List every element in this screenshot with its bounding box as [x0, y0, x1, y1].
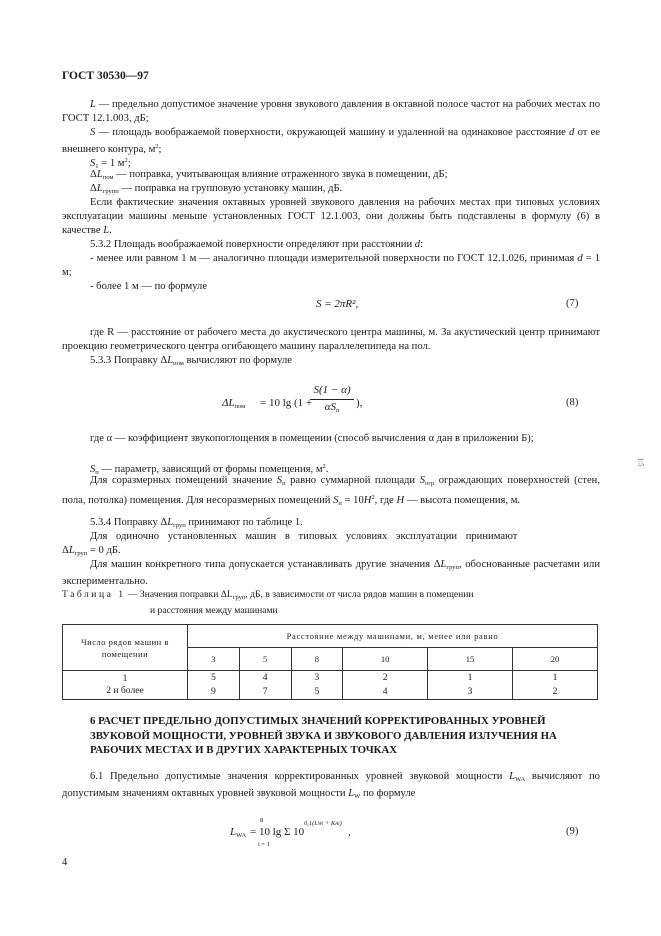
paragraph-more-1m: - более 1 м — по формуле [90, 281, 208, 292]
table-distance-cell: 8 [291, 648, 343, 671]
page-number: 4 [62, 857, 68, 868]
paragraph-single-machine-value: $\Delta L_{груп} = 0$ дБ. [62, 545, 121, 557]
equation-7-number: (7) [566, 298, 579, 309]
paragraph-r-definition: где R — расстояние от рабочего места до акустического центра машины, м. За акустический центр принимают проекцию геометрического центра огибающего машину параллелепипеда на пол. [62, 327, 600, 352]
table-distance-cell: 20 [512, 648, 597, 671]
equation-9: $L_{WA}$ = 10 lg Σ 10 8 i = 1 0,1(LWi + KAi) , [230, 817, 351, 848]
paragraph-room-types: Для соразмерных помещений значение $S_п$ равно суммарной площади $S_{огр}$ ограждающих поверхностей (стен, пола, потолка) помещения. Для несоразмерных помещений $S_п = 10H^2$, где H — высота помещения, м. [62, 475, 600, 507]
table-row: 2 и более 9 7 5 4 3 2 [63, 685, 598, 700]
equation-7: S = 2πR², [316, 298, 359, 310]
table-distance-cell: 10 [343, 648, 428, 671]
margin-note: 1:5 [636, 457, 645, 467]
paragraph-s-definition: S — площадь воображаемой поверхности, окружающей машину и удаленной на одинаковое расстояние d от ее внешнего контура, $м^2$; [62, 127, 600, 155]
paragraph-s1: $S_1 = 1$ $м^2$; [90, 157, 131, 170]
paragraph-5-3-3: 5.3.3 Поправку $\Delta L_{пом}$ вычисляют по формуле [90, 355, 292, 367]
paragraph-l-definition: L — предельно допустимое значение уровня звукового давления в октавной полосе частот на рабочих местах по ГОСТ 12.1.003, дБ; [62, 99, 600, 124]
paragraph-specific-machines: Для машин конкретного типа допускается устанавливать другие значения $\Delta L_{груп}$, обоснованные расчетами или экспериментально. [62, 559, 600, 587]
paragraph-sp-definition: $S_п$ — параметр, зависящий от формы помещения, $м^2$. [90, 463, 329, 476]
table-row: 1 5 4 3 2 1 1 [63, 671, 598, 686]
paragraph-single-machine: Для одиночно установленных машин в типовых условиях эксплуатации принимают [90, 531, 518, 542]
table-distance-cell: 15 [428, 648, 513, 671]
paragraph-less-1m: - менее или равном 1 м — аналогично площади измерительной поверхности по ГОСТ 12.1.026, принимая d = 1 м; [62, 253, 600, 278]
table-distance-cell: 5 [239, 648, 291, 671]
paragraph-5-3-4: 5.3.4 Поправку $\Delta L_{груп}$ принимают по таблице 1. [90, 517, 303, 529]
paragraph-delta-l-grup: $\Delta L_{групп}$ — поправка на групповую установку машин, дБ. [90, 183, 343, 195]
paragraph-actual-values: Если фактические значения октавных уровней звукового давления на рабочих местах при типовых условиях эксплуатации машины меньше установленных ГОСТ 12.1.003, они должны быть подставлены в формулу (6) в качестве L. [62, 197, 600, 236]
equation-8: $\Delta L_{пом}$ = 10 lg (1 + S(1 − α) $\alpha S_п$ ), [222, 384, 363, 414]
table-row-header: Число рядов машин в помещении [63, 625, 188, 671]
table-distance-cell: 3 [188, 648, 240, 671]
equation-9-number: (9) [566, 826, 579, 837]
table-column-group-header: Расстояние между машинами, м, менее или равно [188, 625, 598, 648]
section-6-heading: 6 РАСЧЕТ ПРЕДЕЛЬНО ДОПУСТИМЫХ ЗНАЧЕНИЙ КОРРЕКТИРОВАННЫХ УРОВНЕЙ ЗВУКОВОЙ МОЩНОСТИ, УРОВНЕЙ ЗВУКА И ЗВУКОВОГО ДАВЛЕНИЯ ИЗЛУЧЕНИЯ НА РАБОЧИХ МЕСТАХ И В ДРУГИХ ХАРАКТЕРНЫХ ТОЧКАХ [90, 715, 557, 756]
equation-8-number: (8) [566, 397, 579, 408]
paragraph-alpha-definition: где α — коэффициент звукопоглощения в помещении (способ вычисления α дан в приложении Б); [90, 433, 534, 444]
paragraph-6-1: 6.1 Предельно допустимые значения корректированных уровней звуковой мощности $L_{WA}$ вычисляют по допустимым значениям октавных уровней звуковой мощности $L_W$ по формуле [62, 771, 600, 800]
table-caption: Таблица 1 — Значения поправки $\Delta L_{груп}$, дБ, в зависимости от числа рядов машин в помещении и расстояния между машинами [62, 589, 474, 616]
paragraph-delta-l-pom: $\Delta L_{пом}$ — поправка, учитывающая влияние отраженного звука в помещении, дБ; [90, 169, 448, 181]
paragraph-5-3-2: 5.3.2 Площадь воображаемой поверхности определяют при расстоянии d: [90, 239, 424, 250]
correction-table [62, 624, 598, 700]
document-header: ГОСТ 30530—97 [62, 70, 149, 82]
